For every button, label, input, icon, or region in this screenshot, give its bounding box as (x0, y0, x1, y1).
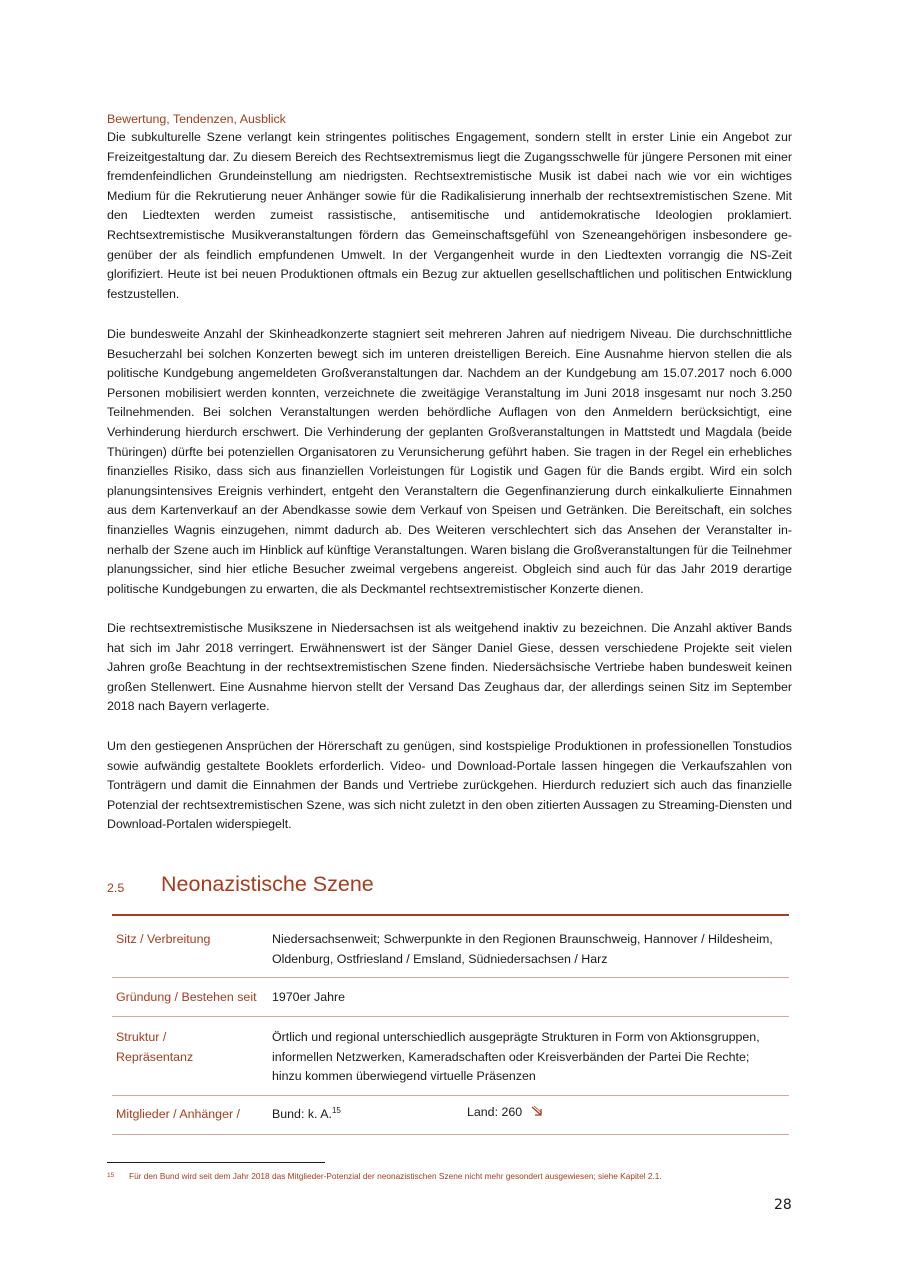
row-label: Mitglieder / Anhänger / (116, 1107, 240, 1121)
row-label: Gründung / Bestehen seit (116, 990, 257, 1004)
section-title: Neonazistische Szene (161, 872, 374, 896)
arrow-down-right-icon (530, 1104, 544, 1118)
row-label: Struktur / Repräsentanz (116, 1030, 194, 1064)
table-row-members (112, 1096, 789, 1135)
members-land: Land: 260 (467, 1105, 523, 1119)
paragraph-1: Die subkulturelle Szene verlangt kein stringentes politisches Engagement, sondern stellt in erster Linie ein Angebot zur Freizeitgestaltung dar. Zu diesem Bereich des Rechtsextremismus liegt die Zugangsschwelle für jüngere Personen mit einer fremdenfeindlichen Grundeinstellung am niedrigsten. Rechtsextremistische Musik ist dabei nach wie vor ein wichtiges Medium für die Rekrutierung neuer Anhänger sowie für die Radikalisierung innerhalb der rechtsextremistischen Szene. Mit den Liedtexten werden zumeist rassistische, antisemitische und antidemokratische Ideologien proklamiert. Rechtsextremistische Musikveranstaltungen fördern das Gemeinschaftsgefühl von Szeneangehörigen insbesondere gegenüber der als feindlich empfundenen Umwelt. In der Vergangenheit wurde in den Liedtexten vorrangig die NS-Zeit glorifiziert. Heute ist bei neuen Produktionen oftmals ein Bezug zur aktuellen gesellschaftlichen und politischen Entwicklung festzustellen. (107, 130, 792, 301)
table-row (112, 1017, 789, 1096)
row-value: Niedersachsenweit; Schwerpunkte in den Regionen Braunschweig, Hannover / Hildesheim, Oldenburg, Ostfriesland / Emsland, Südniedersachsen / Harz (272, 932, 773, 966)
section-heading (107, 870, 792, 902)
subsection-heading: Bewertung, Tendenzen, Ausblick (107, 112, 286, 126)
table-row (112, 916, 789, 978)
row-label: Sitz / Verbreitung (116, 932, 211, 946)
paragraph-4: Um den gestiegenen Ansprüchen der Hörerschaft zu genügen, sind kostspielige Produktionen in professionellen Tonstudios sowie aufwändig gestaltete Booklets erforderlich. Video- und Download-Portale lassen hingegen die Verkaufszahlen von Tonträgern und damit die Einnahmen der Bands und Vertriebe zurückgehen. Hierdurch reduziert sich auch das finanzielle Potenzial der rechtsextremistischen Szene, was sich nicht zuletzt in den oben zitierten Aussagen zu Streaming-Diensten und Download-Portalen widerspiegelt. (107, 739, 792, 832)
row-value: 1970er Jahre (272, 990, 346, 1004)
members-bund (272, 1105, 782, 1125)
footnote-divider (107, 1162, 325, 1163)
paragraph-3: Die rechtsextremistische Musikszene in Niedersachsen ist als weitgehend inaktiv zu bezeichnen. Die Anzahl aktiver Bands hat sich im Jahr 2018 verringert. Erwähnenswert ist der Sänger Daniel Giese, dessen verschiedene Projekte seit vielen Jahren große Beachtung in der rechtsextremistischen Szene finden. Niedersächsische Vertriebe haben bundesweit keinen großen Stellenwert. Eine Ausnahme hiervon stellt der Versand Das Zeughaus dar, der allerdings seinen Sitz im September 2018 nach Bayern verlagerte. (107, 621, 792, 714)
footnote-marker[interactable]: 15 (331, 1105, 341, 1115)
paragraph-2: Die bundesweite Anzahl der Skinheadkonzerte stagniert seit mehreren Jahren auf niedrigem Niveau. Die durchschnittliche Besucherzahl bei solchen Konzerten bewegt sich im unteren dreistelligen Bereich. Eine Ausnahme hiervon stellen die als politische Kundgebung angemeldeten Großveranstaltungen dar. Nachdem an der Kundgebung am 15.07.2017 noch 6.000 Personen mobilisiert werden konnten, verzeichnete die zweitägige Veranstaltung im Juni 2018 insgesamt nur noch 3.250 Teilnehmenden. Bei solchen Veranstaltungen werden behördliche Auflagen von den Anmeldern berücksichtigt, eine Verhinderung hierdurch erschwert. Die Verhinderung der geplanten Großveranstaltungen in Mattstedt und Magdala (beide Thüringen) dürfte bei potenziellen Organisatoren zu Verunsicherung geführt haben. Sie tragen in der Regel ein erhebliches finanzielles Risiko, dass sich aus finanziellen Vorleistungen für Logistik und Gagen für die Bands ergibt. Wird ein solch planungsintensives Ereignis verhindert, entgeht den Veranstaltern die Gegenfinanzierung durch einkalkulierte Einnahmen aus dem Kartenverkauf an der Abendkasse sowie dem Verkauf von Speisen und Getränken. Die Bereitschaft, ein solches finanzielles Wagnis einzugehen, nimmt dadurch ab. Des Weiteren verschlechtert sich das Ansehen der Veranstalter innerhalb der Szene auch im Hinblick auf künftige Veranstaltungen. Waren bislang die Großveranstaltungen für die Teilnehmer planungssicher, sind hier etliche Besucher zweimal vergebens angereist. Obgleich sind auch für das Jahr 2019 derartige politische Kundgebungen zu erwarten, die als Deckmantel rechtsextremistischer Konzerte dienen. (107, 327, 792, 596)
table-row (112, 978, 789, 1017)
bund-value: Bund: k. A. (272, 1107, 332, 1121)
fact-table (112, 914, 789, 1135)
footnote-text: Für den Bund wird seit dem Jahr 2018 das Mitglieder-Potenzial der neonazistischen Szene nicht mehr gesondert ausgewiesen; siehe Kapitel 2.1. (129, 1171, 662, 1181)
row-value: Örtlich und regional unterschiedlich ausgeprägte Strukturen in Form von Aktionsgruppen, informellen Netzwerken, Kameradschaften oder Kreisverbänden der Partei Die Rechte; hinzu kommen überwiegend virtuelle Präsenzen (272, 1030, 760, 1084)
footnote-number: 15 (107, 1172, 115, 1179)
page-number: 28 (774, 1197, 792, 1213)
section-number: 2.5 (107, 881, 125, 895)
